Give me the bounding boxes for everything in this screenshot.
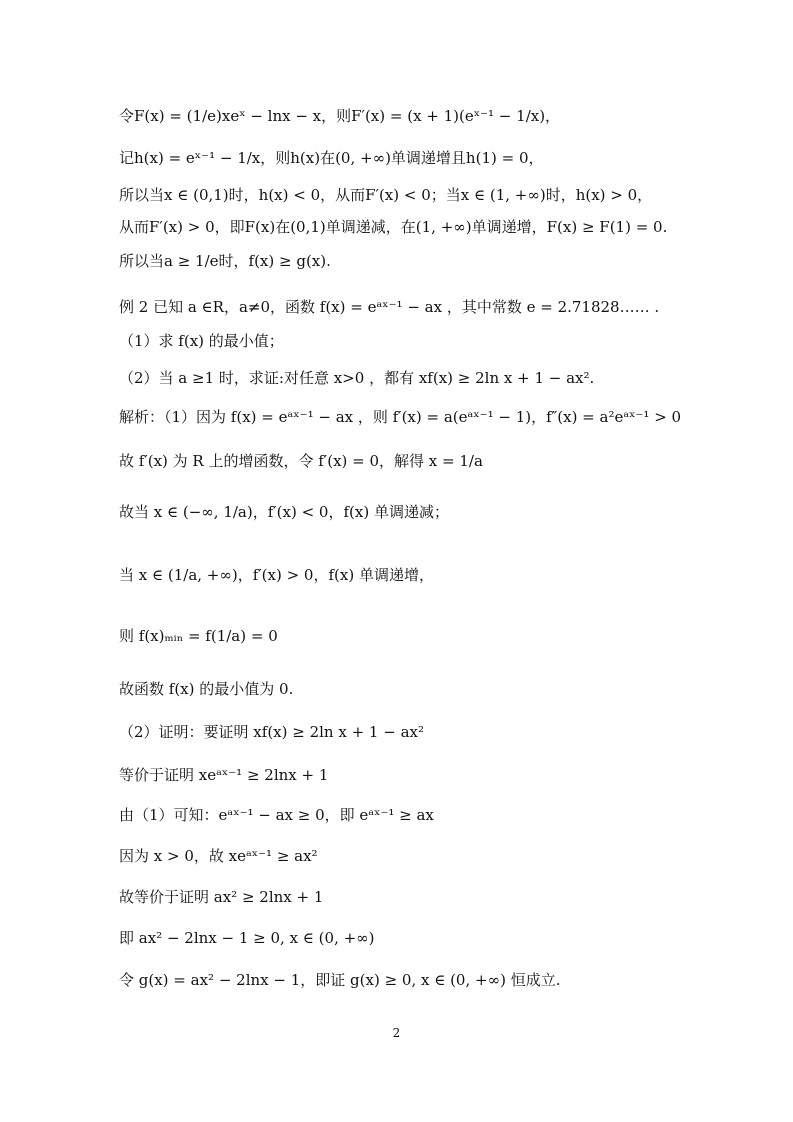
- page-number: 2: [392, 1026, 401, 1040]
- example-heading: 例 2 已知 a ∈R，a≠0，函数 f(x) = eᵃˣ⁻¹ − ax ，其中常数 e = 2.71828…… .: [119, 298, 660, 316]
- solution-line: 故 f′(x) 为 R 上的增函数，令 f′(x) = 0，解得 x = 1/a: [119, 452, 483, 470]
- text-line: 令F(x) = (1/e)xeˣ − lnx − x，则F′(x) = (x + 1)(eˣ⁻¹ − 1/x)，: [119, 107, 561, 125]
- solution-line: 故当 x ∈ (−∞, 1/a)，f′(x) < 0，f(x) 单调递减；: [119, 503, 449, 521]
- solution-line: 则 f(x)ₘᵢₙ = f(1/a) = 0: [119, 627, 278, 645]
- solution-line: 故函数 f(x) 的最小值为 0.: [119, 680, 294, 698]
- solution-line: 故等价于证明 ax² ≥ 2lnx + 1: [119, 888, 324, 906]
- text-line: 从而F′(x) > 0，即F(x)在(0,1)单调递减，在(1, +∞)单调递增，F(x) ≥ F(1) = 0.: [119, 218, 668, 236]
- solution-line: 等价于证明 xeᵃˣ⁻¹ ≥ 2lnx + 1: [119, 766, 329, 784]
- solution-line: 令 g(x) = ax² − 2lnx − 1，即证 g(x) ≥ 0, x ∈ (0, +∞) 恒成立.: [119, 971, 561, 989]
- solution-line: 由（1）可知：eᵃˣ⁻¹ − ax ≥ 0，即 eᵃˣ⁻¹ ≥ ax: [119, 806, 434, 824]
- solution-line: 即 ax² − 2lnx − 1 ≥ 0, x ∈ (0, +∞): [119, 929, 375, 947]
- solution-line: 因为 x > 0，故 xeᵃˣ⁻¹ ≥ ax²: [119, 847, 318, 865]
- solution-line: （2）证明：要证明 xf(x) ≥ 2ln x + 1 − ax²: [119, 723, 424, 741]
- question-1: （1）求 f(x) 的最小值；: [119, 332, 284, 350]
- text-line: 记h(x) = eˣ⁻¹ − 1/x，则h(x)在(0, +∞)单调递增且h(1) = 0，: [119, 149, 544, 167]
- solution-line: 解析：（1）因为 f(x) = eᵃˣ⁻¹ − ax ，则 f′(x) = a(eᵃˣ⁻¹ − 1)，f″(x) = a²eᵃˣ⁻¹ > 0: [119, 408, 682, 426]
- text-line: 所以当a ≥ 1/e时，f(x) ≥ g(x).: [119, 252, 331, 270]
- text-line: 所以当x ∈ (0,1)时，h(x) < 0，从而F′(x) < 0；当x ∈ (1, +∞)时，h(x) > 0，: [119, 186, 653, 204]
- question-2: （2）当 a ≥1 时，求证:对任意 x>0 ，都有 xf(x) ≥ 2ln x + 1 − ax².: [119, 369, 595, 387]
- solution-line: 当 x ∈ (1/a, +∞)，f′(x) > 0，f(x) 单调递增，: [119, 566, 434, 584]
